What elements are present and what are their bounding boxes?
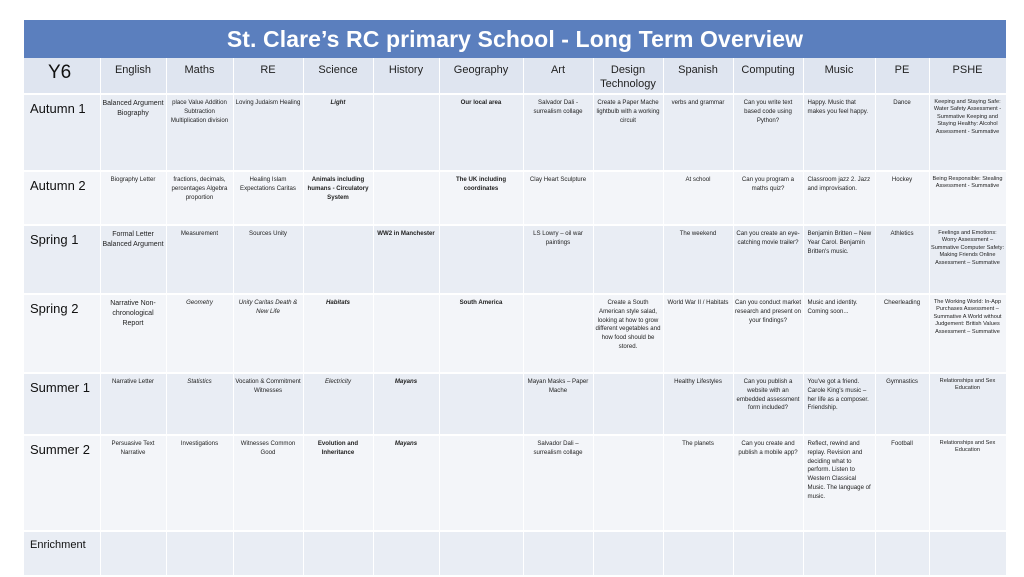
cell-english: Narrative Letter xyxy=(100,373,166,435)
cell-history xyxy=(373,171,439,225)
cell-spanish: The weekend xyxy=(663,225,733,294)
cell-english: Balanced Argument Biography xyxy=(100,94,166,171)
cell-maths: Geometry xyxy=(166,294,233,373)
subject-header: Computing xyxy=(733,58,803,94)
cell-dt xyxy=(593,531,663,576)
subject-header: History xyxy=(373,58,439,94)
cell-history: Mayans xyxy=(373,373,439,435)
cell-pshe: Relationships and Sex Education xyxy=(929,373,1006,435)
cell-dt xyxy=(593,225,663,294)
cell-geography: Our local area xyxy=(439,94,523,171)
cell-maths: place Value Addition Subtraction Multiplication division xyxy=(166,94,233,171)
cell-pe: Football xyxy=(875,435,929,531)
cell-history: WW2 in Manchester xyxy=(373,225,439,294)
cell-re: Sources Unity xyxy=(233,225,303,294)
cell-english: Persuasive Text Narrative xyxy=(100,435,166,531)
cell-music: Happy. Music that makes you feel happy. xyxy=(803,94,875,171)
cell-maths: Investigations xyxy=(166,435,233,531)
cell-computing xyxy=(733,531,803,576)
cell-music: Classroom jazz 2. Jazz and improvisation. xyxy=(803,171,875,225)
cell-music xyxy=(803,531,875,576)
cell-science xyxy=(303,531,373,576)
cell-dt: Create a Paper Mache lightbulb with a working circuit xyxy=(593,94,663,171)
cell-re: Vocation & Commitment Witnesses xyxy=(233,373,303,435)
subject-header: Maths xyxy=(166,58,233,94)
year-label: Y6 xyxy=(24,58,100,94)
cell-music: Music and identity. Coming soon... xyxy=(803,294,875,373)
subject-header: RE xyxy=(233,58,303,94)
cell-science: Animals including humans - Circulatory System xyxy=(303,171,373,225)
cell-pshe xyxy=(929,531,1006,576)
subject-header: Art xyxy=(523,58,593,94)
cell-music: Benjamin Britten – New Year Carol. Benjamin Britten's music. xyxy=(803,225,875,294)
cell-computing: Can you create and publish a mobile app? xyxy=(733,435,803,531)
cell-english: Biography Letter xyxy=(100,171,166,225)
cell-english: Formal Letter Balanced Argument xyxy=(100,225,166,294)
term-label: Enrichment xyxy=(24,531,100,576)
cell-art: Salvador Dali – surrealism collage xyxy=(523,435,593,531)
term-label: Summer 1 xyxy=(24,373,100,435)
cell-music: You've got a friend. Carole King's music – her life as a composer. Friendship. xyxy=(803,373,875,435)
cell-science: Evolution and Inheritance xyxy=(303,435,373,531)
cell-dt: Create a South American style salad, looking at how to grow different vegetables and how food should be stored. xyxy=(593,294,663,373)
cell-pe xyxy=(875,531,929,576)
page-title: St. Clare’s RC primary School - Long Term Overview xyxy=(24,20,1006,58)
cell-pe: Gymnastics xyxy=(875,373,929,435)
cell-maths: Measurement xyxy=(166,225,233,294)
cell-pe: Cheerleading xyxy=(875,294,929,373)
table-row xyxy=(24,373,1006,435)
cell-art: Clay Heart Sculpture xyxy=(523,171,593,225)
cell-re: Witnesses Common Good xyxy=(233,435,303,531)
cell-computing: Can you conduct market research and present on your findings? xyxy=(733,294,803,373)
cell-pshe: Keeping and Staying Safe: Water Safety Assessment - Summative Keeping and Staying Healthy: Alcohol Assessment - Summative xyxy=(929,94,1006,171)
cell-pshe: Relationships and Sex Education xyxy=(929,435,1006,531)
cell-history: Mayans xyxy=(373,435,439,531)
table-row xyxy=(24,171,1006,225)
cell-spanish: verbs and grammar xyxy=(663,94,733,171)
subject-header: Science xyxy=(303,58,373,94)
cell-pshe: Being Responsible: Stealing Assessment - Summative xyxy=(929,171,1006,225)
cell-pe: Athletics xyxy=(875,225,929,294)
term-label: Summer 2 xyxy=(24,435,100,531)
cell-spanish: World War II / Habitats xyxy=(663,294,733,373)
cell-computing: Can you publish a website with an embedded assessment form included? xyxy=(733,373,803,435)
cell-geography xyxy=(439,531,523,576)
subject-header: Geography xyxy=(439,58,523,94)
cell-re: Healing Islam Expectations Caritas xyxy=(233,171,303,225)
table-row xyxy=(24,225,1006,294)
cell-pe: Dance xyxy=(875,94,929,171)
cell-science xyxy=(303,225,373,294)
cell-computing: Can you write text based code using Python? xyxy=(733,94,803,171)
subject-header: PSHE xyxy=(929,58,1006,94)
table-row xyxy=(24,94,1006,171)
cell-re: Unity Caritas Death & New Life xyxy=(233,294,303,373)
cell-geography: The UK including coordinates xyxy=(439,171,523,225)
cell-history xyxy=(373,94,439,171)
cell-computing: Can you program a maths quiz? xyxy=(733,171,803,225)
table-row xyxy=(24,435,1006,531)
cell-english xyxy=(100,531,166,576)
table-row xyxy=(24,294,1006,373)
subject-header: Music xyxy=(803,58,875,94)
table-row xyxy=(24,531,1006,576)
cell-computing: Can you create an eye-catching movie trailer? xyxy=(733,225,803,294)
cell-art xyxy=(523,531,593,576)
cell-dt xyxy=(593,435,663,531)
term-label: Autumn 1 xyxy=(24,94,100,171)
cell-maths: fractions, decimals, percentages Algebra proportion xyxy=(166,171,233,225)
cell-dt xyxy=(593,373,663,435)
subject-header: English xyxy=(100,58,166,94)
cell-science: Electricity xyxy=(303,373,373,435)
cell-music: Reflect, rewind and replay. Revision and deciding what to perform. Listen to Western Classical Music. The language of music. xyxy=(803,435,875,531)
header-row xyxy=(24,58,1006,94)
cell-re xyxy=(233,531,303,576)
cell-art: Salvador Dali - surrealism collage xyxy=(523,94,593,171)
term-label: Autumn 2 xyxy=(24,171,100,225)
subject-header: Design Technology xyxy=(593,58,663,94)
subject-header: PE xyxy=(875,58,929,94)
cell-pshe: Feelings and Emotions: Worry Assessment – Summative Computer Safety: Making Friends Online Assessment – Summative xyxy=(929,225,1006,294)
term-label: Spring 1 xyxy=(24,225,100,294)
cell-dt xyxy=(593,171,663,225)
cell-history xyxy=(373,294,439,373)
cell-science: Light xyxy=(303,94,373,171)
cell-spanish xyxy=(663,531,733,576)
cell-re: Loving Judaism Healing xyxy=(233,94,303,171)
cell-art: Mayan Masks – Paper Mache xyxy=(523,373,593,435)
cell-history xyxy=(373,531,439,576)
overview-table xyxy=(24,58,1007,577)
term-label: Spring 2 xyxy=(24,294,100,373)
cell-pe: Hockey xyxy=(875,171,929,225)
cell-geography xyxy=(439,225,523,294)
cell-maths: Statistics xyxy=(166,373,233,435)
cell-geography xyxy=(439,373,523,435)
cell-pshe: The Working World: In-App Purchases Assessment – Summative A World without Judgement: British Values Assessment – Summative xyxy=(929,294,1006,373)
cell-spanish: At school xyxy=(663,171,733,225)
cell-spanish: The planets xyxy=(663,435,733,531)
cell-spanish: Healthy Lifestyles xyxy=(663,373,733,435)
cell-geography: South America xyxy=(439,294,523,373)
cell-art: LS Lowry – oil war paintings xyxy=(523,225,593,294)
cell-maths xyxy=(166,531,233,576)
subject-header: Spanish xyxy=(663,58,733,94)
cell-english: Narrative Non-chronological Report xyxy=(100,294,166,373)
cell-art xyxy=(523,294,593,373)
cell-geography xyxy=(439,435,523,531)
cell-science: Habitats xyxy=(303,294,373,373)
